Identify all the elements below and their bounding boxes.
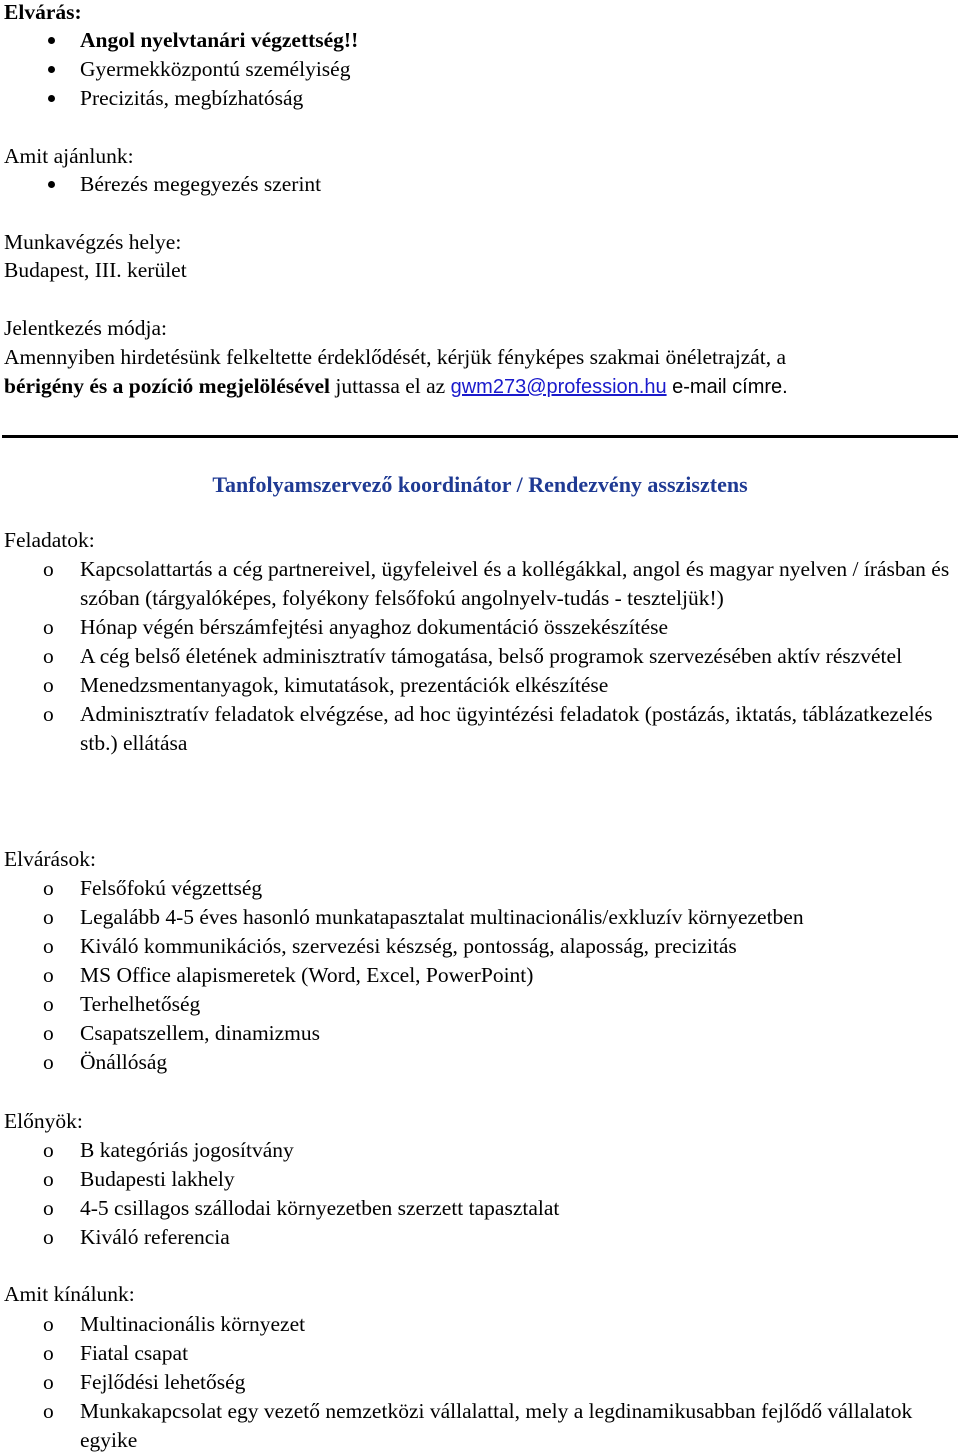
list-item: o Fiatal csapat — [43, 1341, 189, 1365]
email-link[interactable]: gwm273@profession.hu — [450, 376, 667, 398]
apply-heading: Jelentkezés módja: — [4, 316, 167, 340]
list-item: Gyermekközpontú személyiség — [0, 55, 955, 84]
expectations-list — [0, 874, 955, 1077]
tasks-list — [0, 555, 955, 758]
offer-list — [0, 170, 955, 199]
list-item: o MS Office alapismeretek (Word, Excel, PowerPoint) — [43, 963, 534, 987]
bullet-dot-icon — [48, 95, 55, 102]
list-item: Bérezés megegyezés szerint — [0, 170, 955, 199]
list-item: o Legalább 4-5 éves hasonló munkatapasztalat multinacionális/exkluzív környezetben — [43, 905, 804, 929]
list-item: o Multinacionális környezet — [43, 1312, 306, 1336]
offer-heading: Amit ajánlunk: — [4, 144, 134, 168]
list-item: o Adminisztratív feladatok elvégzése, ad hoc ügyintézési feladatok (postázás, iktatás, táblázatkezelés stb.) ellátása — [43, 702, 933, 755]
list-item: o Kapcsolattartás a cég partnereivel, ügyfeleivel és a kollégákkal, angol és magyar nyelven / írásban és szóban (tárgyalóképes, folyékony felsőfokú angolnyelv-tudás - teszteljük!) — [43, 557, 950, 610]
requirements-list — [0, 26, 955, 113]
location-text: Budapest, III. kerület — [4, 258, 187, 282]
advantages-list — [0, 1136, 955, 1252]
list-item: o Terhelhetőség — [43, 992, 201, 1016]
bullet-dot-icon — [48, 37, 55, 44]
list-item: o Felsőfokú végzettség — [43, 876, 263, 900]
advantages-heading: Előnyök: — [4, 1109, 83, 1133]
list-item: o Kiváló referencia — [43, 1225, 230, 1249]
list-item: o 4-5 csillagos szállodai környezetben szerzett tapasztalat — [43, 1196, 560, 1220]
list-item: o Önállóság — [43, 1050, 168, 1074]
list-item: o Munkakapcsolat egy vezető nemzetközi vállalattal, mely a legdinamikusabban fejlődő vállalatok egyike — [43, 1399, 913, 1452]
list-item: Precizitás, megbízhatóság — [0, 84, 955, 113]
job-title: Tanfolyamszervező koordinátor / Rendezvény asszisztens — [212, 472, 748, 497]
bullet-dot-icon — [48, 181, 55, 188]
list-item: o Csapatszellem, dinamizmus — [43, 1021, 321, 1045]
apply-bold-text: bérigény és a pozíció megjelölésével — [4, 374, 330, 398]
list-item: o A cég belső életének adminisztratív támogatása, belső programok szervezésében aktív részvétel — [43, 644, 903, 668]
expectations-heading: Elvárások: — [4, 847, 96, 871]
list-item: o Menedzsmentanyagok, kimutatások, prezentációk elkészítése — [43, 673, 609, 697]
benefits-heading: Amit kínálunk: — [4, 1282, 135, 1306]
requirements-heading: Elvárás: — [4, 0, 82, 24]
section-divider — [2, 435, 958, 438]
apply-text-line1: Amennyiben hirdetésünk felkeltette érdeklődését, kérjük fényképes szakmai önéletrajzát, a — [4, 345, 787, 369]
benefits-list — [0, 1310, 955, 1455]
list-item: o Hónap végén bérszámfejtési anyaghoz dokumentáció összekészítése — [43, 615, 669, 639]
list-item: o Kiváló kommunikációs, szervezési készség, pontosság, alaposság, precizitás — [43, 934, 737, 958]
list-item: o B kategóriás jogosítvány — [43, 1138, 294, 1162]
bullet-dot-icon — [48, 66, 55, 73]
list-item: Angol nyelvtanári végzettség!! — [0, 26, 955, 55]
list-item: o Fejlődési lehetőség — [43, 1370, 246, 1394]
list-item: o Budapesti lakhely — [43, 1167, 235, 1191]
location-heading: Munkavégzés helye: — [4, 230, 182, 254]
tasks-heading: Feladatok: — [4, 528, 95, 552]
apply-text-line2: bérigény és a pozíció megjelölésével juttassa el az gwm273@profession.hu e-mail címre. — [4, 374, 788, 398]
